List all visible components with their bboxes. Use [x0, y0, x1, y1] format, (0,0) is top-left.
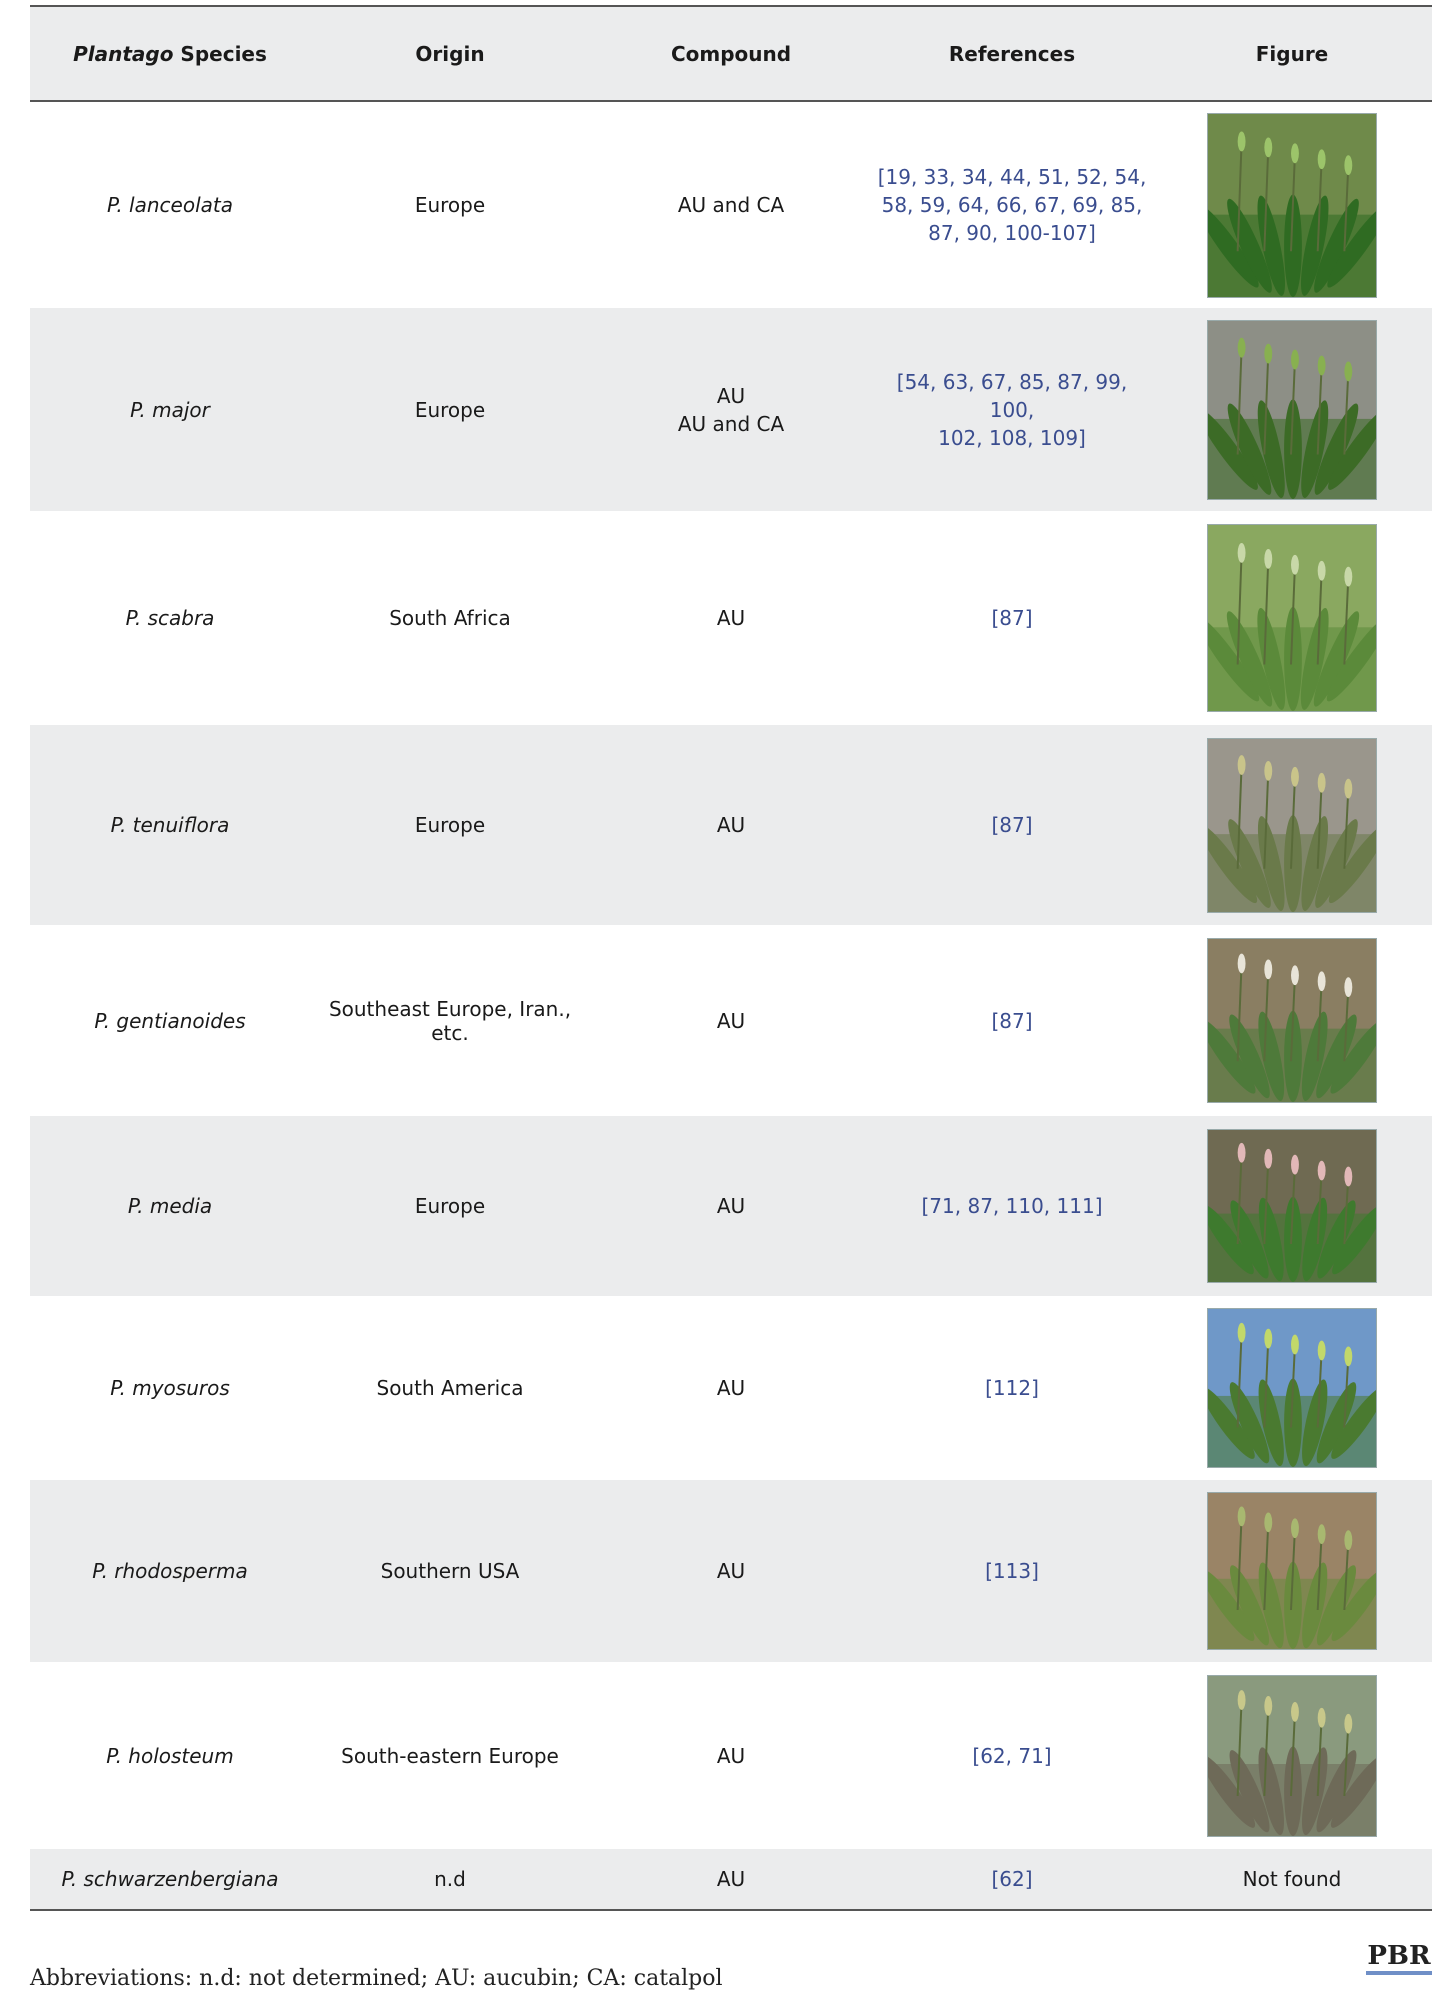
- reference-link[interactable]: [62, 71]: [972, 1743, 1052, 1768]
- reference-link[interactable]: [112]: [985, 1376, 1039, 1400]
- reference-link[interactable]: [19, 33, 34, 44, 51, 52, 54,: [877, 165, 1147, 189]
- species-cell: P. holosteum: [106, 1743, 234, 1768]
- compound-line: AU: [716, 1008, 746, 1033]
- origin-cell: Europe: [414, 193, 486, 217]
- species-cell: P. lanceolata: [107, 193, 233, 217]
- origin-cell: South-eastern Europe: [341, 1743, 559, 1768]
- plantago-tenuiflora-photo: [1207, 738, 1377, 913]
- figure-cell: [1152, 1116, 1432, 1296]
- table-row: [30, 725, 1432, 925]
- references-cell: [872, 1849, 1152, 1910]
- figure-cell: [1152, 925, 1432, 1116]
- table-row: [30, 1296, 1432, 1480]
- plantago-rhodosperma-photo: [1207, 1492, 1377, 1650]
- compound-cell: [590, 1662, 872, 1849]
- references-cell: [872, 1662, 1152, 1849]
- references-cell: [872, 1116, 1152, 1296]
- figure-cell: Not found: [1152, 1849, 1432, 1910]
- references-cell: [872, 511, 1152, 725]
- table-row: [30, 925, 1432, 1116]
- compound-line: AU and CA: [677, 193, 785, 217]
- species-cell: P. schwarzenbergiana: [30, 1849, 310, 1910]
- references-cell: [872, 1296, 1152, 1480]
- compound-line: AU: [716, 1559, 746, 1583]
- plantago-myosuros-photo: [1207, 1308, 1377, 1468]
- compound-cell: [590, 1296, 872, 1480]
- origin-cell: Europe: [414, 397, 486, 422]
- species-cell: P. media: [127, 1194, 213, 1218]
- references-cell: [872, 725, 1152, 925]
- reference-link[interactable]: 102, 108, 109]: [938, 425, 1086, 450]
- figure-cell: [1152, 101, 1432, 308]
- reference-link[interactable]: [62]: [991, 1867, 1033, 1891]
- plantago-scabra-photo: [1207, 524, 1377, 712]
- plantago-holosteum-photo: [1207, 1675, 1377, 1837]
- header-row: [30, 6, 1432, 101]
- table-body: [30, 101, 1432, 1910]
- species-cell: P. rhodosperma: [92, 1559, 248, 1583]
- table-row: [30, 1662, 1432, 1849]
- reference-link[interactable]: [87]: [991, 1008, 1033, 1033]
- compound-cell: [590, 925, 872, 1116]
- reference-link[interactable]: [87]: [991, 813, 1033, 837]
- origin-cell: Europe: [414, 813, 486, 837]
- origin-cell: n.d: [310, 1849, 590, 1910]
- table-row: [30, 1480, 1432, 1662]
- origin-cell: Europe: [414, 1194, 486, 1218]
- header-species-genus: Plantago: [73, 41, 174, 66]
- species-cell: P. gentianoides: [94, 1008, 246, 1033]
- journal-logo: PBR: [1366, 1941, 1432, 1975]
- origin-cell: South America: [376, 1376, 524, 1400]
- species-cell: P. tenuiflora: [110, 813, 230, 837]
- table-row: [30, 511, 1432, 725]
- plantago-media-photo: [1207, 1129, 1377, 1283]
- reference-link[interactable]: 87, 90, 100-107]: [928, 221, 1096, 245]
- figure-cell: [1152, 725, 1432, 925]
- compound-line: AU: [716, 383, 746, 408]
- species-cell: P. myosuros: [110, 1376, 230, 1400]
- compound-cell: [590, 308, 872, 511]
- compound-cell: [590, 725, 872, 925]
- table-row: [30, 1116, 1432, 1296]
- species-table-container: [30, 5, 1432, 1911]
- table-row: [30, 1849, 1432, 1910]
- figure-cell: [1152, 308, 1432, 511]
- compound-cell: [590, 101, 872, 308]
- reference-link[interactable]: [71, 87, 110, 111]: [921, 1194, 1103, 1218]
- header-references: References: [872, 6, 1152, 101]
- compound-line: AU: [716, 1743, 746, 1768]
- plantago-major-photo: [1207, 320, 1377, 500]
- table-header: [30, 6, 1432, 101]
- references-cell: [872, 1480, 1152, 1662]
- compound-line: AU and CA: [677, 411, 785, 436]
- figure-cell: [1152, 1480, 1432, 1662]
- reference-link[interactable]: 58, 59, 64, 66, 67, 69, 85,: [881, 193, 1143, 217]
- compound-line: AU: [716, 1376, 746, 1400]
- plantago-lanceolata-photo: [1207, 113, 1377, 298]
- species-cell: P. major: [130, 397, 210, 422]
- plantago-gentianoides-photo: [1207, 938, 1377, 1103]
- compound-line: AU: [716, 1194, 746, 1218]
- compound-cell: [590, 1116, 872, 1296]
- header-origin: Origin: [310, 6, 590, 101]
- header-species-label: Species: [173, 41, 267, 66]
- table-row: [30, 101, 1432, 308]
- header-species: [30, 6, 310, 101]
- compound-line: AU: [716, 813, 746, 837]
- reference-link[interactable]: [113]: [985, 1559, 1039, 1583]
- reference-link[interactable]: [87]: [991, 606, 1033, 630]
- origin-cell: South Africa: [389, 606, 511, 630]
- table-row: [30, 308, 1432, 511]
- plantago-species-table: [30, 5, 1432, 1911]
- references-cell: [872, 101, 1152, 308]
- figure-cell: [1152, 511, 1432, 725]
- compound-line: AU: [716, 606, 746, 630]
- abbreviations-footnote: Abbreviations: n.d: not determined; AU: aucubin; CA: catalpol: [30, 1966, 723, 1991]
- species-cell: P. scabra: [125, 606, 215, 630]
- header-figure: Figure: [1152, 6, 1432, 101]
- references-cell: [872, 308, 1152, 511]
- compound-cell: [590, 511, 872, 725]
- compound-cell: [590, 1849, 872, 1910]
- header-compound: Compound: [590, 6, 872, 101]
- references-cell: [872, 925, 1152, 1116]
- origin-cell: Southern USA: [380, 1559, 520, 1583]
- compound-cell: [590, 1480, 872, 1662]
- origin-cell: Southeast Europe, Iran., etc.: [328, 996, 572, 1045]
- figure-cell: [1152, 1662, 1432, 1849]
- figure-cell: [1152, 1296, 1432, 1480]
- reference-link[interactable]: [54, 63, 67, 85, 87, 99, 100,: [896, 369, 1128, 422]
- compound-line: AU: [716, 1867, 746, 1891]
